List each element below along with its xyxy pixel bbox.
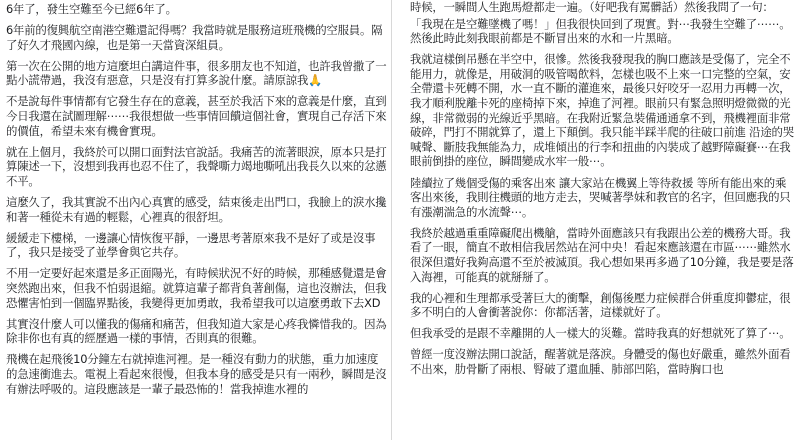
post-paragraph: 時候，一瞬間人生跑馬燈都走一遍。（好吧我有罵髒話）然後我問了一句：	[410, 0, 774, 14]
post-paragraph: 這麼久了，我其實說不出內心真實的感受，結束後走出門口，我臉上的淚水攙和著一種從未有過的輕鬆，心裡真的很舒坦。	[6, 195, 387, 224]
post-paragraph: 「我現在是空難墜機了嗎！」但我很快回到了現實。對⋯我發生空難了⋯⋯。然後此時此刻我眼前都是不斷冒出來的水和一片黑暗。	[410, 16, 791, 46]
post-paragraph: 其實沒什麼人可以懂我的傷痛和痛苦，但我知道大家是心疼我憐惜我的。因為除非你也有真的經歷過一樣的事情，否則真的很難。	[6, 316, 387, 346]
post-paragraph: 飛機在起飛後10分鐘左右就掉進河裡。是一種沒有動力的狀態，重力加速度的急速衝進去。電視上看起來很慢，但我本身的感受是只有一兩秒，瞬間是沒有辦法呼吸的。這段應該是一輩子最恐怖的！當我掉進水裡的	[6, 352, 387, 396]
post-paragraph: 不是說每件事情都有它發生存在的意義，甚至於我活下來的意義是什麼，直到今日我還在試圖理解⋯⋯我很想做一些事情回饋這個社會，實現自己存活下來的價值，希望未來有機會實現。	[6, 94, 387, 138]
post-paragraph: 陸續拉了幾個受傷的乘客出來 讓大家站在機翼上等待救援 等所有能出來的乘客出來後，我則往機頭的地方走去，哭喊著學妹和教官的名字，但回應我的只有漲潮湍急的水流聲⋯。	[410, 175, 791, 219]
post-paragraph: 我的心裡和生理都承受著巨大的衝擊，創傷後壓力症候群合併重度抑鬱症，很多不明白的人會衝著說你：你都活著，這樣就好了。	[410, 290, 791, 320]
post-paragraph: 6年前的復興航空南港空難還記得嗎？我當時就是服務這班飛機的空服員。隔了好久才飛國內線，也是第一天當資深組員。	[6, 23, 383, 52]
post-paragraph: 我終於越過重重障礙爬出機艙，當時外面應該只有我跟出公差的機務大哥。我看了一眼，簡直不敢相信我居然站在河中央！看起來應該還在市區⋯⋯雖然水很深但還好我夠高還不至於被滅頂。我心想如果再多過了10分鐘，我是要是落入海裡，可能真的就掰掰了。	[410, 225, 794, 284]
post-text-right-column	[404, 0, 800, 440]
post-paragraph: 就在上個月，我終於可以開口面對法官說話。我痛苦的流著眼淚，原本只是打算陳述一下，沒想到我再也忍不住了，我聲嘶力竭地嘶吼出我長久以來的忿懣不平。	[6, 144, 387, 188]
post-paragraph: 不用一定要好起來還是多正面陽光，有時候狀況不好的時候，那種感覺還是會突然跑出來，但我不怕弱退縮。就算這輩子都背負著創傷，這也沒辦法，但我恐懼害怕到一個臨界點後，我變得更加勇敢，我希望我可以這麼勇敢下去XD	[6, 266, 387, 310]
post-paragraph: 第一次在公開的地方這麼坦白講這件事，很多朋友也不知道，也許我曾撒了一點小謊帶過，我沒有惡意，只是沒有打算多說什麼。請原諒我🙏	[6, 58, 387, 88]
post-paragraph: 但我承受的是跟不幸離開的人一樣大的災難。當時我真的好想就死了算了⋯。	[410, 326, 791, 341]
post-paragraph: 我就這樣倒吊懸在半空中，很慘。然後我發現我的胸口應該是受傷了，完全不能用力，就像是，用破洞的吸管喝飲料，怎樣也吸不上來一口完整的空氣，安全帶還卡死轉不開，水一直不斷的灌進來，最後只好咬牙一忍用力再轉一次，我才順利脫離卡死的座椅掉下來，掉進了河裡。眼前只有緊急照明燈微微的光線，非常微弱的光線近乎黑暗。在我附近緊急裝備通通拿不到，飛機裡面非常破碎，門打不開就算了，還上下顛倒。我只能半踩半爬的往破口前進 沿途的哭喊聲、斷肢我無能為力，成堆傾出的行李和扭曲的內裝成了越野障礙賽⋯在我眼前倒掛的座位，瞬間變成水牢一般⋯。	[410, 52, 794, 169]
post-text-left-column	[0, 0, 392, 440]
post-paragraph: 曾經一度沒辦法開口說話，醒著就是落淚。身體受的傷也好嚴重，雖然外面看不出來，肋骨斷了兩根、腎破了還血腫、肺部凹陷，當時胸口也	[410, 347, 791, 377]
post-paragraph: 緩緩走下樓梯，一邊讓心情恢復平靜，一邊思考著原來我不是好了或是沒事了，我只是接受了並學會與它共存。	[6, 230, 376, 260]
post-paragraph: 6年了，發生空難至今已經6年了。	[6, 2, 177, 16]
